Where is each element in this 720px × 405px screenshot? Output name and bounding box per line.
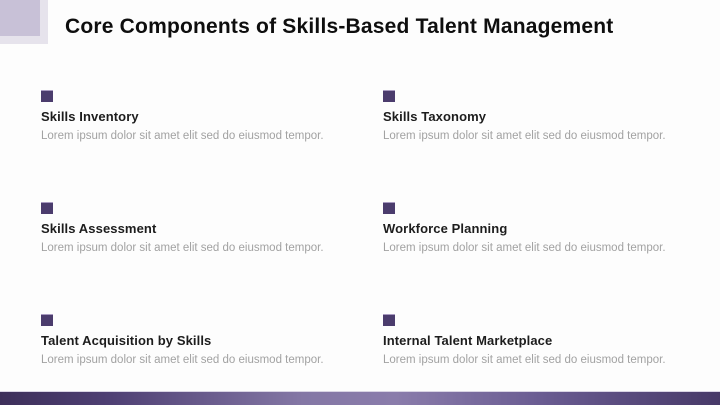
feature-item-workforce-planning [383, 200, 686, 255]
feature-item-talent-acquisition [41, 312, 383, 367]
slide-title: Core Components of Skills-Based Talent Management [65, 15, 614, 38]
feature-description: Lorem ipsum dolor sit amet elit sed do eiusmod tempor. [383, 130, 666, 142]
feature-title: Internal Talent Marketplace [383, 333, 553, 348]
feature-description: Lorem ipsum dolor sit amet elit sed do eiusmod tempor. [41, 354, 324, 366]
corner-square-decoration-inner [0, 0, 40, 36]
feature-title: Skills Assessment [41, 221, 157, 236]
feature-description: Lorem ipsum dolor sit amet elit sed do eiusmod tempor. [383, 354, 666, 366]
feature-description: Lorem ipsum dolor sit amet elit sed do eiusmod tempor. [41, 130, 324, 142]
square-bullet-icon [41, 90, 53, 102]
feature-title: Workforce Planning [383, 221, 508, 236]
feature-description: Lorem ipsum dolor sit amet elit sed do eiusmod tempor. [41, 242, 324, 254]
features-grid [41, 88, 686, 367]
feature-title: Talent Acquisition by Skills [41, 333, 212, 348]
feature-description: Lorem ipsum dolor sit amet elit sed do eiusmod tempor. [383, 242, 666, 254]
feature-item-internal-marketplace [383, 312, 686, 367]
feature-item-skills-inventory [41, 88, 383, 143]
feature-item-skills-taxonomy [383, 88, 686, 143]
feature-title: Skills Taxonomy [383, 109, 487, 124]
square-bullet-icon [41, 314, 53, 326]
square-bullet-icon [383, 202, 395, 214]
square-bullet-icon [383, 314, 395, 326]
feature-title: Skills Inventory [41, 109, 139, 124]
square-bullet-icon [383, 90, 395, 102]
feature-item-skills-assessment [41, 200, 383, 255]
square-bullet-icon [41, 202, 53, 214]
bottom-gradient-bar [0, 391, 720, 405]
